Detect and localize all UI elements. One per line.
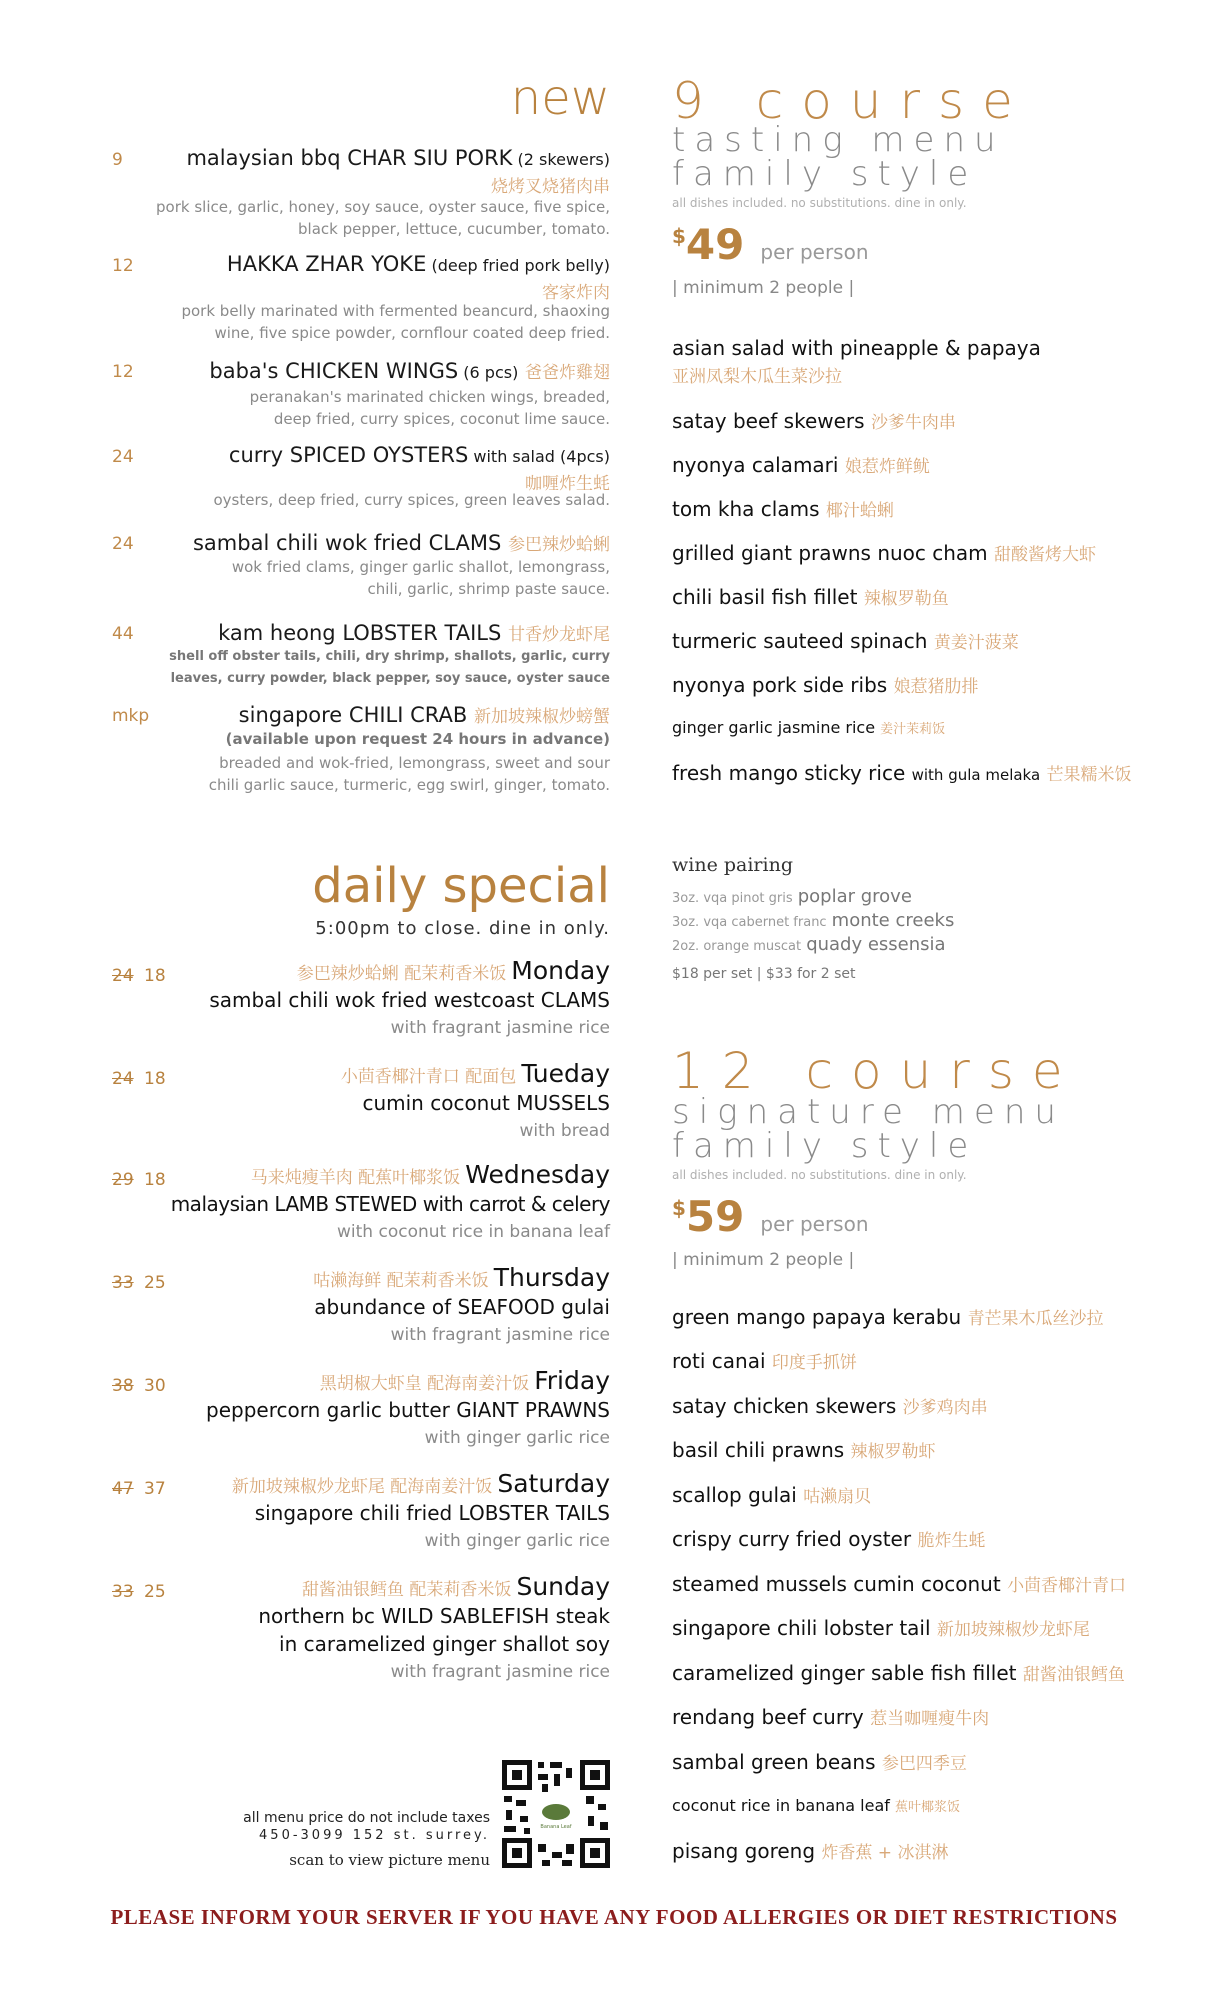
daily-special-day [100,956,610,1046]
wine-item: 2oz. orange muscat quady essensia [672,934,946,955]
item-price: 44 [112,624,134,644]
old-price: 24 [112,966,134,986]
day-side: with fragrant jasmine rice [390,1662,610,1682]
signature-title: 12 course [672,1042,1081,1100]
tasting-item: fresh mango sticky rice with gula melaka 芒果糯米饭 [672,761,1132,785]
signature-note: all dishes included. no substitutions. dine in only. [672,1168,967,1182]
daily-special-day [100,1059,610,1149]
signature-item: scallop gulai 咕濑扇贝 [672,1483,872,1507]
item-chinese-name: 烧烤叉烧猪肉串 [491,177,610,197]
tasting-item: nyonya pork side ribs 娘惹猪肋排 [672,673,979,697]
daily-special-day [100,1263,610,1353]
menu-item [100,620,610,690]
day-dish: singapore chili fried LOBSTER TAILS [254,1501,610,1525]
tasting-subtitle: tasting menu [672,120,1005,160]
menu-item [100,358,610,438]
day-side: with bread [519,1121,610,1141]
day-side: with fragrant jasmine rice [390,1018,610,1038]
item-price: 24 [112,447,134,467]
item-description: shell off obster tails, chili, dry shrimp, shallots, garlic, curry leaves, curry powder, black pepper, soy sauce, oyster sauce [169,649,610,686]
item-price: mkp [112,706,150,726]
daily-special-subtitle: 5:00pm to close. dine in only. [315,918,610,939]
menu-item [100,146,610,236]
new-section-title: new [510,70,610,126]
new-price: 18 [144,1069,166,1089]
footer-info [170,1810,490,1869]
tasting-item: chili basil fish fillet 辣椒罗勒鱼 [672,585,949,609]
day-header: 马来炖瘦羊肉 配蕉叶椰浆饭 Wednesday [250,1160,610,1189]
menu-item [100,443,610,513]
tasting-item: grilled giant prawns nuoc cham 甜酸酱烤大虾 [672,541,1097,565]
signature-price: $59 per person [672,1192,869,1241]
item-price: 9 [112,150,123,170]
day-dish: abundance of SEAFOOD gulai [314,1295,610,1319]
tasting-style: family style [672,154,978,194]
day-header: 参巴辣炒蛤蜊 配茉莉香米饭 Monday [296,956,610,985]
tasting-minimum: | minimum 2 people | [672,278,855,298]
item-description: wok fried clams, ginger garlic shallot, lemongrass, chili, garlic, shrimp paste sauce. [231,558,610,598]
signature-item: crispy curry fried oyster 脆炸生蚝 [672,1527,986,1551]
item-name: singapore CHILI CRAB 新加坡辣椒炒螃蟹 [238,703,610,727]
old-price: 33 [112,1273,134,1293]
item-chinese-name: 客家炸肉 [542,283,610,303]
signature-style: family style [672,1126,978,1166]
item-name: HAKKA ZHAR YOKE (deep fried pork belly) [226,252,610,276]
signature-item: basil chili prawns 辣椒罗勒虾 [672,1438,936,1462]
day-dish: sambal chili wok fried westcoast CLAMS [209,988,610,1012]
day-header: 新加坡辣椒炒龙虾尾 配海南姜汁饭 Saturday [231,1469,610,1498]
item-name: curry SPICED OYSTERS with salad (4pcs) [228,443,610,467]
new-price: 30 [144,1376,166,1396]
menu-item [100,702,610,802]
day-dish: cumin coconut MUSSELS [362,1091,610,1115]
item-price: 12 [112,362,134,382]
day-header: 小茴香椰汁青口 配面包 Tueday [340,1059,610,1088]
item-description: oysters, deep fried, curry spices, green leaves salad. [213,491,610,509]
daily-special-day [100,1572,610,1692]
signature-item: rendang beef curry 惹当咖喱瘦牛肉 [672,1705,990,1729]
signature-item: steamed mussels cumin coconut 小茴香椰汁青口 [672,1572,1127,1596]
item-description: peranakan's marinated chicken wings, breaded, deep fried, curry spices, coconut lime sauce. [249,388,610,428]
wine-item: 3oz. vqa pinot gris poplar grove [672,886,912,907]
item-name: kam heong LOBSTER TAILS 甘香炒龙虾尾 [218,621,610,645]
day-dish: malaysian LAMB STEWED with carrot & celery [170,1192,610,1216]
old-price: 24 [112,1069,134,1089]
price-note: all menu price do not include taxes [243,1810,490,1826]
tasting-item: ginger garlic jasmine rice 姜汁茉莉饭 [672,718,946,737]
item-description: pork belly marinated with fermented beancurd, shaoxing wine, five spice powder, cornflour coated deep fried. [181,302,610,342]
item-description: breaded and wok-fried, lemongrass, sweet and sour chili garlic sauce, turmeric, egg swirl, ginger, tomato. [208,754,610,794]
signature-item: roti canai 印度手抓饼 [672,1349,857,1373]
item-name: sambal chili wok fried CLAMS 参巴辣炒蛤蜊 [192,531,610,555]
daily-special-title: daily special [312,858,610,914]
day-header: 甜酱油银鳕鱼 配茉莉香米饭 Sunday [301,1572,610,1601]
signature-subtitle: signature menu [672,1092,1065,1132]
tasting-item: turmeric sauteed spinach 黄姜汁菠菜 [672,629,1019,653]
allergy-notice: PLEASE INFORM YOUR SERVER IF YOU HAVE ANY FOOD ALLERGIES OR DIET RESTRICTIONS [110,1905,1118,1929]
signature-minimum: | minimum 2 people | [672,1250,855,1270]
day-dish: peppercorn garlic butter GIANT PRAWNS [206,1398,610,1422]
item-name: baba's CHICKEN WINGS (6 pcs) 爸爸炸雞翅 [209,359,610,383]
signature-item: singapore chili lobster tail 新加坡辣椒炒龙虾尾 [672,1616,1090,1640]
menu-item [100,530,610,600]
daily-special-day [100,1366,610,1456]
day-side: with coconut rice in banana leaf [337,1222,610,1242]
day-side: with ginger garlic rice [424,1531,610,1551]
item-note: (available upon request 24 hours in advance) [225,730,610,748]
tasting-price: $49 per person [672,220,869,269]
item-price: 24 [112,534,134,554]
old-price: 47 [112,1479,134,1499]
tasting-title: 9 course [672,72,1031,130]
qr-code-icon [502,1760,610,1868]
new-price: 25 [144,1582,166,1602]
new-price: 25 [144,1273,166,1293]
old-price: 33 [112,1582,134,1602]
item-chinese-name: 咖喱炸生蚝 [525,474,610,494]
tasting-item: tom kha clams 椰汁蛤蜊 [672,497,894,521]
tasting-item: nyonya calamari 娘惹炸鲜鱿 [672,453,930,477]
tasting-item: asian salad with pineapple & papaya 亚洲凤梨木瓜生菜沙拉 [672,336,1041,387]
new-price: 18 [144,1170,166,1190]
day-dish: northern bc WILD SABLEFISH steak [258,1604,610,1628]
day-dish: in caramelized ginger shallot soy [279,1632,610,1656]
new-price: 18 [144,966,166,986]
old-price: 38 [112,1376,134,1396]
day-side: with ginger garlic rice [424,1428,610,1448]
signature-item: caramelized ginger sable fish fillet 甜酱油银鳕鱼 [672,1661,1125,1685]
signature-item: satay chicken skewers 沙爹鸡肉串 [672,1394,988,1418]
day-header: 咕濑海鲜 配茉莉香米饭 Thursday [313,1263,610,1292]
daily-special-day [100,1160,610,1250]
wine-price: $18 per set | $33 for 2 set [672,966,856,982]
wine-item: 3oz. vqa cabernet franc monte creeks [672,910,955,931]
tasting-note: all dishes included. no substitutions. dine in only. [672,196,967,210]
logo-text: Banana Leaf [540,1824,572,1830]
wine-pairing-title: wine pairing [672,854,793,876]
scan-note: scan to view picture menu [289,1851,490,1869]
daily-special-day [100,1469,610,1559]
item-price: 12 [112,256,134,276]
item-description: pork slice, garlic, honey, soy sauce, oyster sauce, five spice, black pepper, lettuce, cucumber, tomato. [156,198,610,238]
signature-item: green mango papaya kerabu 青芒果木瓜丝沙拉 [672,1305,1104,1329]
day-side: with fragrant jasmine rice [390,1325,610,1345]
old-price: 29 [112,1170,134,1190]
tasting-item: satay beef skewers 沙爹牛肉串 [672,409,956,433]
new-price: 37 [144,1479,166,1499]
signature-item: pisang goreng 炸香蕉 + 冰淇淋 [672,1839,949,1863]
item-name: malaysian bbq CHAR SIU PORK (2 skewers) [186,146,610,170]
signature-item: sambal green beans 参巴四季豆 [672,1750,967,1774]
qr-code[interactable] [502,1760,610,1868]
day-header: 黑胡椒大虾皇 配海南姜汁饭 Friday [319,1366,610,1395]
signature-item: coconut rice in banana leaf 蕉叶椰浆饭 [672,1796,961,1815]
menu-item [100,252,610,342]
address: 450-3099 152 st. surrey. [259,1828,490,1843]
